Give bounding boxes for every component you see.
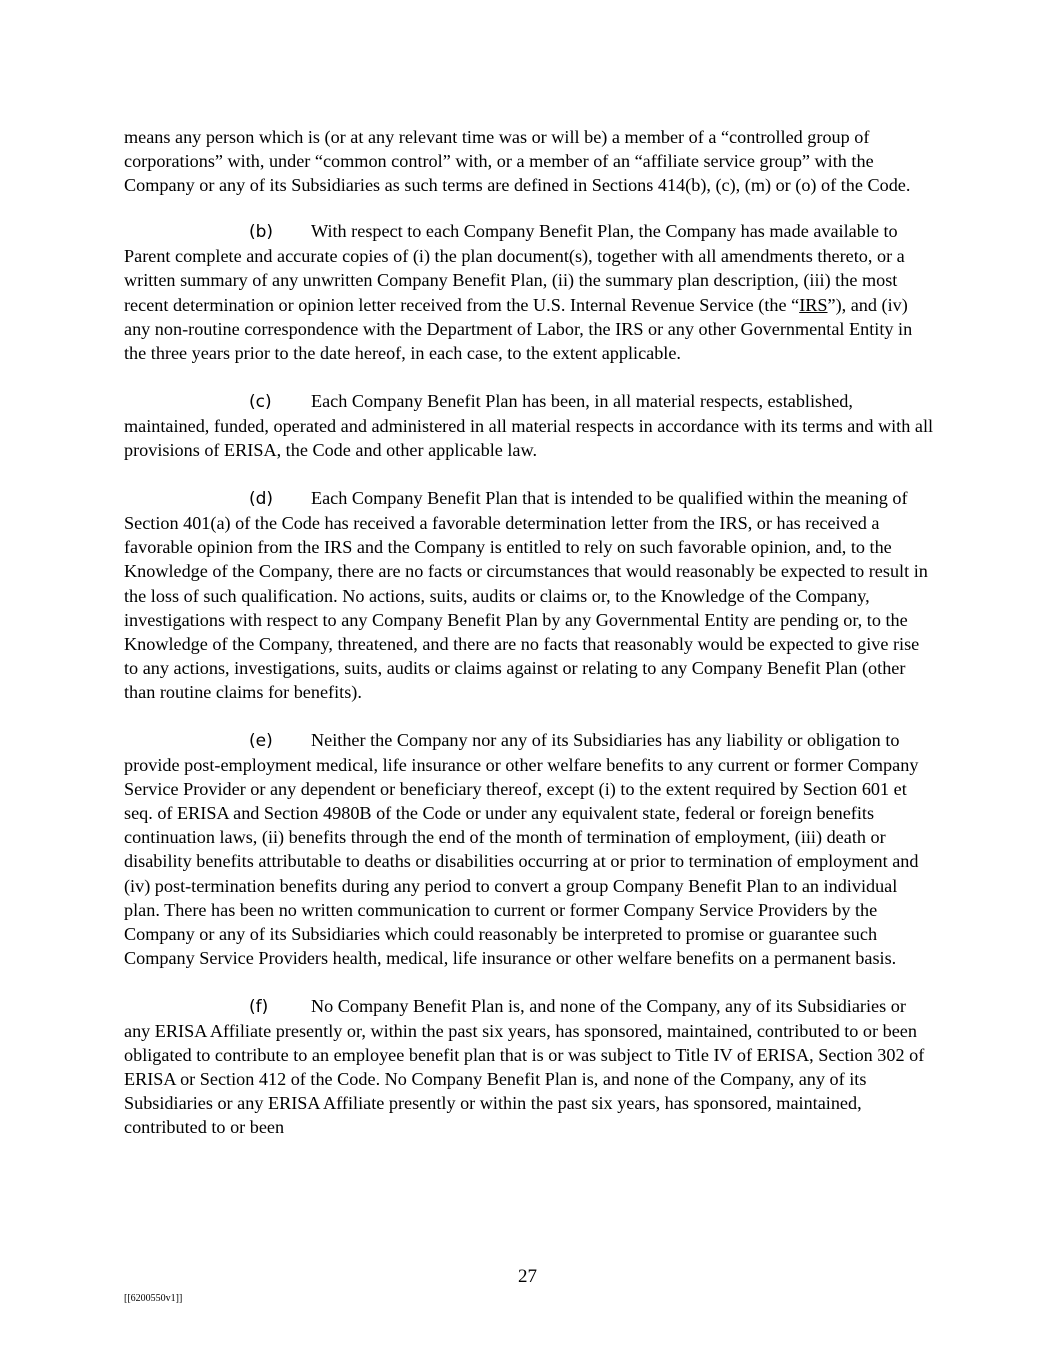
paragraph-b: (b) With respect to each Company Benefit Plan, the Company has made available to Parent complete and accurate copies of (i) the plan document(s), together with all amendments thereto, or a written summary of any unwritten Company Benefit Plan, (ii) the summary plan description, (iii) the most recent determination or opinion letter received from the U.S. Internal Revenue Service (the “IRS”), and (iv) any non-routine correspondence with the Department of Labor, the IRS or any other Governmental Entity in the three years prior to the date hereof, in each case, to the extent applicable. <box>124 221 913 363</box>
paragraph-e: (e) Neither the Company nor any of its Subsidiaries has any liability or obligation to provide post-employment medical, life insurance or other welfare benefits to any current or former Company Service Provider or any dependent or beneficiary thereof, except (i) to the extent required by Section 601 et seq. of ERISA and Section 4980B of the Code or under any equivalent state, federal or foreign benefits continuation laws, (ii) benefits through the end of the month of termination of employment, (iii) death or disability benefits attributable to deaths or disabilities occurring at or prior to termination of employment and (iv) post-termination benefits during any period to convert a group Company Benefit Plan to an individual plan. There has been no written communication to current or former Company Service Providers by the Company or any of its Subsidiaries which could reasonably be interpreted to promise or guarantee such Company Service Providers health, medical, life insurance or other welfare benefits on a permanent basis. <box>124 729 919 968</box>
paragraph-f: (f) No Company Benefit Plan is, and none of the Company, any of its Subsidiaries or any ERISA Affiliate presently or, within the past six years, has sponsored, maintained, contributed to or been obligated to contribute to an employee benefit plan that is or was subject to Title IV of ERISA, Section 302 of ERISA or Section 412 of the Code. No Company Benefit Plan is, and none of the Company, any of its Subsidiaries or any ERISA Affiliate presently or within the past six years, has sponsored, maintained, contributed to or been <box>124 995 925 1138</box>
paragraph-label: (b) <box>249 222 274 243</box>
document-id: [[6200550v1]] <box>124 1293 183 1304</box>
paragraph-label: (c) <box>249 391 272 412</box>
paragraph-label: (f) <box>249 996 269 1017</box>
paragraph-affiliate-definition: means any person which is (or at any relevant time was or will be) a member of a “controlled group of corporations” with, under “common control” with, or a member of an “affiliate service group” with the Company or any of its Subsidiaries as such terms are defined in Sections 414(b), (c), (m) or (o) of the Code. <box>124 127 911 196</box>
paragraph-c: (c) Each Company Benefit Plan has been, in all material respects, established, maintained, funded, operated and administered in all material respects in accordance with its terms and with all provisions of ERISA, the Code and other applicable law. <box>124 390 934 461</box>
paragraph-d: (d) Each Company Benefit Plan that is intended to be qualified within the meaning of Section 401(a) of the Code has received a favorable determination letter from the IRS, or has received a favorable opinion from the IRS and the Company is entitled to rely on such favorable opinion, and, to the Knowledge of the Company, there are no facts or circumstances that would reasonably be expected to result in the loss of such qualification. No actions, suits, audits or claims or, to the Knowledge of the Company, investigations with respect to any Company Benefit Plan by any Governmental Entity are pending or, to the Knowledge of the Company, threatened, and there are no facts that reasonably would be expected to give rise to any actions, investigations, suits, audits or claims against or relating to any Company Benefit Plan (other than routine claims for benefits). <box>124 488 928 702</box>
page-number: 27 <box>518 1266 537 1287</box>
paragraph-label: (e) <box>249 730 273 751</box>
defined-term-irs: IRS <box>799 294 828 315</box>
document-body <box>124 125 936 1163</box>
paragraph-label: (d) <box>249 489 274 510</box>
